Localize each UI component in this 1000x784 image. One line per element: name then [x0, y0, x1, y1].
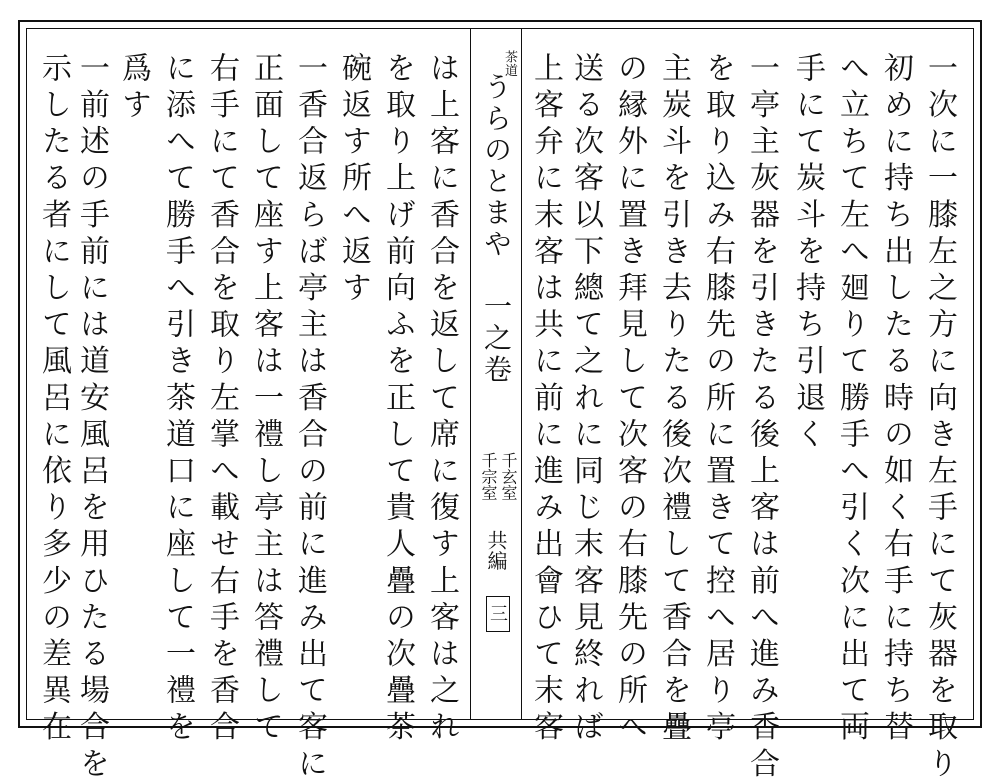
text-column: 送る次客以下總て之れに同じ末客見終れば	[568, 52, 603, 748]
text-column: に添へて勝手へ引き茶道口に座して一禮を	[160, 52, 195, 748]
book-title: うらのとまや 一之卷	[480, 72, 513, 386]
text-column: 右手にて香合を取り左掌へ載せ右手を香合	[204, 52, 239, 748]
text-column: 一香合返らば亭主は香合の前に進み出て客に	[292, 52, 327, 784]
author-name: 千宗室	[479, 452, 498, 501]
text-column: 爲す	[116, 52, 151, 126]
gutter-rule-left	[470, 28, 471, 720]
text-column: 一前述の手前には道安風呂を用ひたる場合を	[74, 52, 109, 784]
text-column: へ立ちて左へ廻りて勝手へ引く次に出て両	[834, 52, 869, 748]
text-column: 初めに持ち出したる時の如く右手に持ち替	[878, 52, 913, 748]
text-column: 手にて炭斗を持ち引退く	[790, 52, 825, 455]
page-number: 三	[487, 604, 508, 622]
text-column: を取り上げ前向ふを正して貴人疊の次疊茶	[380, 52, 415, 748]
gutter-rule-right	[521, 28, 522, 720]
text-column: 主炭斗を引き去りたる後次禮して香合を疊	[656, 52, 691, 748]
text-column: 碗返す所へ返す	[336, 52, 371, 309]
author-name: 千玄室	[499, 452, 518, 501]
editor-note: 共編	[484, 530, 508, 571]
text-column: は上客に香合を返して席に復す上客は之れ	[424, 52, 459, 748]
series-label: 茶道	[502, 50, 517, 78]
text-column: 正面して座す上客は一禮し亭主は答禮して	[248, 52, 283, 748]
text-column: 上客弁に末客は共に前に進み出會ひて末客	[528, 52, 563, 748]
text-column: 一次に一膝左之方に向き左手にて灰器を取り	[922, 52, 957, 784]
text-column: の縁外に置き拜見して次客の右膝先の所へ	[612, 52, 647, 748]
text-column: 一亭主灰器を引きたる後上客は前へ進み香合	[744, 52, 779, 784]
text-column: を取り込み右膝先の所に置きて控へ居り亭	[700, 52, 735, 748]
text-column: 示したる者にして風呂に依り多少の差異在	[36, 52, 71, 748]
